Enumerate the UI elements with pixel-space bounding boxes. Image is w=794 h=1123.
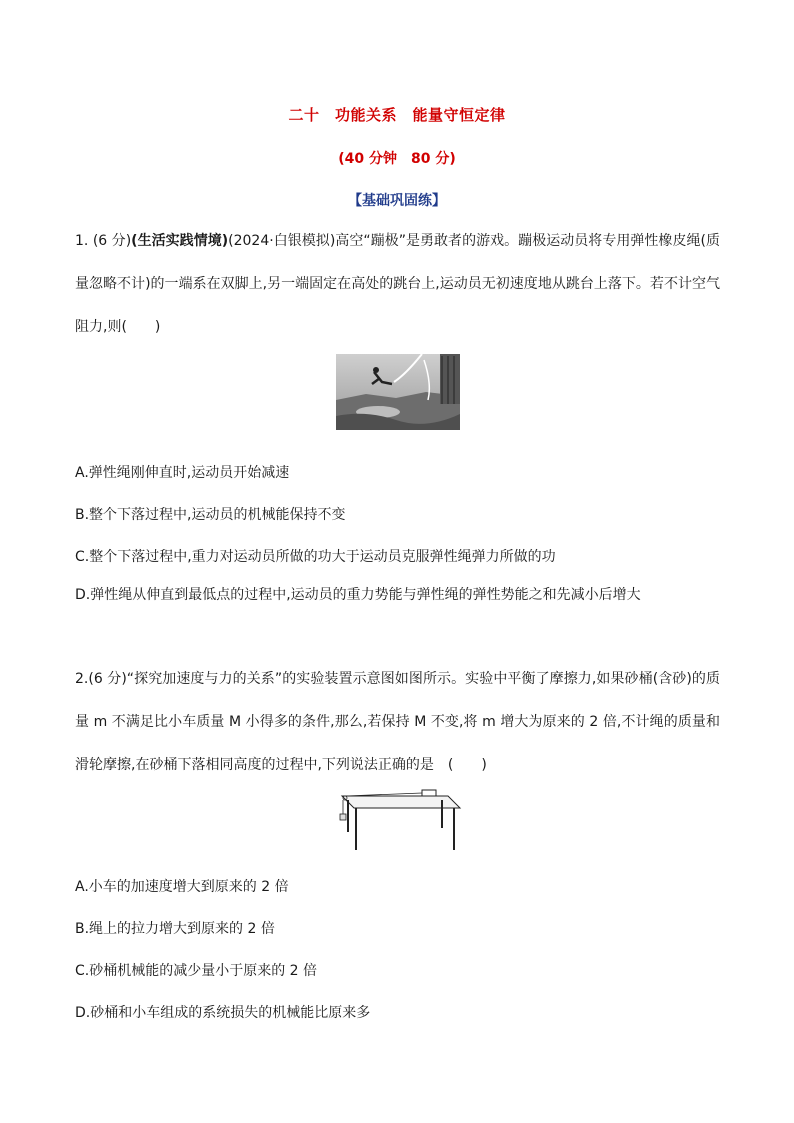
question-2-number: 2.(6 分): [75, 671, 127, 687]
page-title: 二十 功能关系 能量守恒定律: [288, 106, 506, 124]
question-1-option-d: D.弹性绳从伸直到最低点的过程中,运动员的重力势能与弹性绳的弹性势能之和先减小后增大: [75, 587, 641, 603]
question-1-option-a: A.弹性绳刚伸直时,运动员开始减速: [75, 465, 290, 481]
question-1-stem: [75, 220, 720, 349]
question-1-text: (2024·白银模拟)高空“蹦极”是勇敢者的游戏。蹦极运动员将专用弹性橡皮绳(质量忽略不计)的一端系在双脚上,另一端固定在高处的跳台上,运动员无初速度地从跳台上落下。若不计空气阻力,则( ): [75, 233, 720, 335]
section-heading: 【基础巩固练】: [348, 193, 446, 209]
page-subtitle: (40 分钟 80 分): [338, 151, 456, 167]
bungee-jump-image: [336, 354, 460, 430]
question-1-tag: (生活实践情境): [131, 233, 229, 249]
question-2-stem: [75, 658, 720, 787]
question-2-option-a: A.小车的加速度增大到原来的 2 倍: [75, 879, 289, 895]
question-1-number: 1. (6 分): [75, 233, 132, 249]
experiment-apparatus-diagram: [336, 788, 462, 852]
question-2-option-b: B.绳上的拉力增大到原来的 2 倍: [75, 921, 275, 937]
question-2-text: “探究加速度与力的关系”的实验装置示意图如图所示。实验中平衡了摩擦力,如果砂桶(含砂)的质量 m 不满足比小车质量 M 小得多的条件,那么,若保持 M 不变,将 m 增大为原来的 2 倍,不计绳的质量和滑轮摩擦,在砂桶下落相同高度的过程中,下列说法正确的是 ( ): [75, 671, 720, 773]
question-2-option-c: C.砂桶机械能的减少量小于原来的 2 倍: [75, 963, 318, 979]
question-1-option-c: C.整个下落过程中,重力对运动员所做的功大于运动员克服弹性绳弹力所做的功: [75, 549, 556, 565]
question-2-option-d: D.砂桶和小车组成的系统损失的机械能比原来多: [75, 1005, 371, 1021]
question-1-option-b: B.整个下落过程中,运动员的机械能保持不变: [75, 507, 346, 523]
